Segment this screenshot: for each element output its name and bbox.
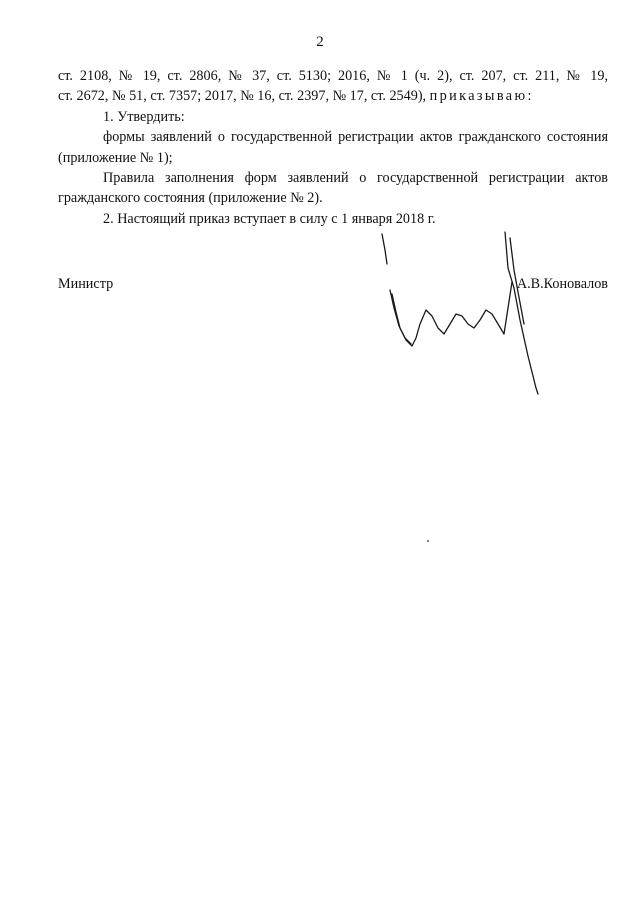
item-1-heading: 1. Утвердить:: [103, 108, 185, 125]
item-1-forms: формы заявлений о государственной регистрации актов гражданского состояния (приложение № 1);: [58, 129, 608, 166]
signer-name: А.В.Коновалов: [516, 276, 608, 292]
page-number: 2: [316, 34, 324, 50]
item-1-rules: Правила заполнения форм заявлений о государственной регистрации актов гражданского состояния (приложение № 2).: [58, 170, 608, 207]
citation-line-2: [58, 86, 608, 106]
citation-line-2-start: ст. 2672, № 51, ст. 7357; 2017, № 16, ст. 2397, № 17, ст. 2549),: [58, 88, 427, 105]
scan-speck: [427, 540, 429, 542]
order-text: [58, 66, 608, 229]
item-2-effective-date: 2. Настоящий приказ вступает в силу с 1 января 2018 г.: [103, 210, 436, 227]
order-verb: приказываю:: [429, 88, 534, 105]
signer-role: Министр: [58, 276, 114, 292]
citation-line-1: ст. 2108, № 19, ст. 2806, № 37, ст. 5130; 2016, № 1 (ч. 2), ст. 207, ст. 211, № 19,: [58, 68, 608, 84]
handwritten-signature: [376, 228, 550, 398]
